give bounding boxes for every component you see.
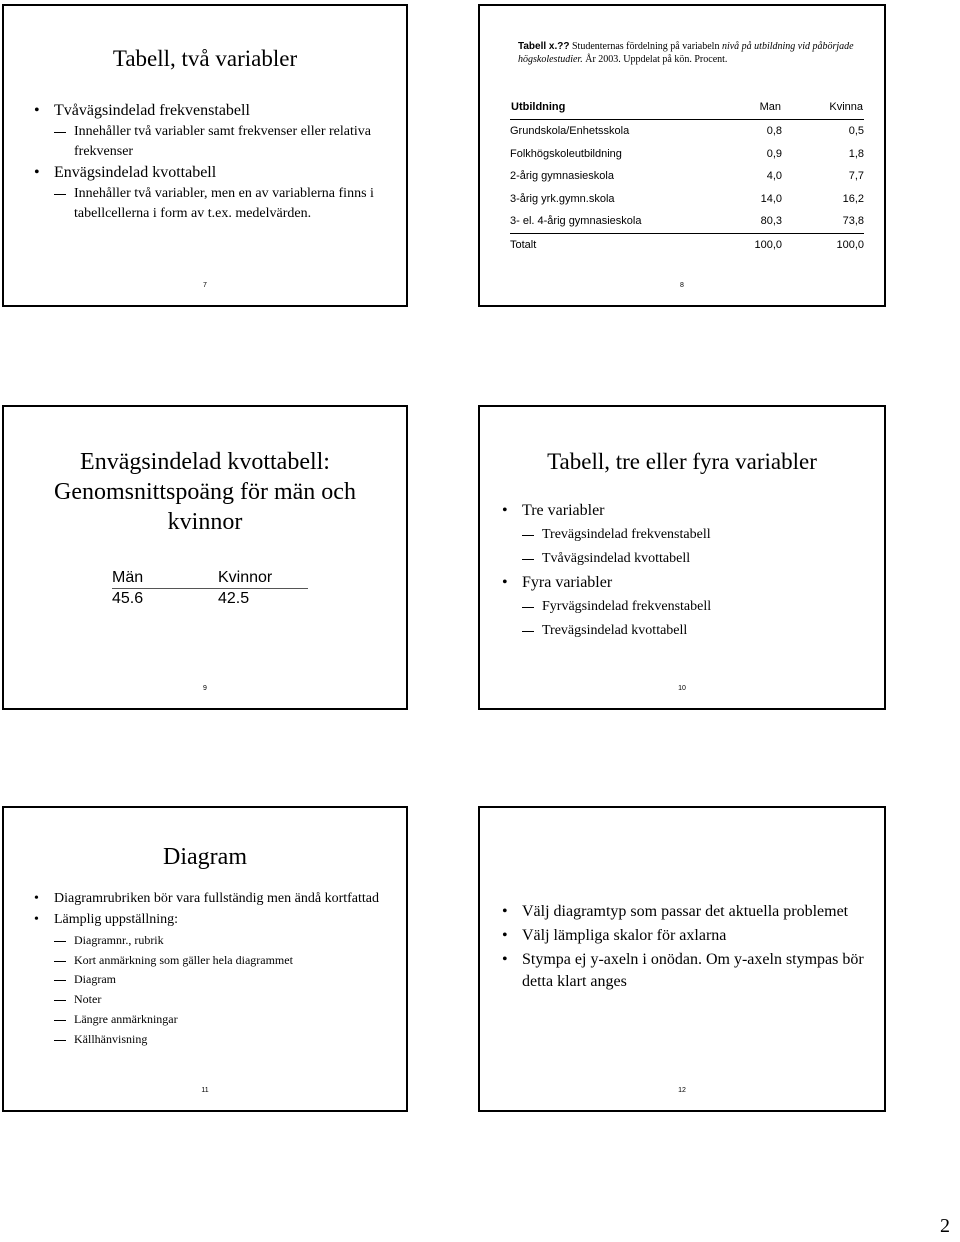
bullet-text: Tre variabler [522, 502, 605, 519]
cell: Totalt [510, 233, 710, 256]
table-row [510, 210, 864, 233]
bullet [502, 571, 868, 595]
cell: 4,0 [766, 170, 782, 183]
sub-bullet [522, 595, 868, 619]
slide-content [34, 100, 386, 224]
cell: 1,8 [848, 147, 864, 160]
caption-label: Tabell x.?? [518, 41, 570, 52]
sub-bullet [522, 619, 868, 643]
header-kvinna: Kvinna [782, 95, 864, 120]
sub-bullet [54, 184, 386, 224]
bullet [502, 901, 864, 923]
sub-bullet [54, 1010, 386, 1030]
sub-bullet [54, 970, 386, 990]
sub-bullet-text: Längre anmärkningar [74, 1011, 178, 1026]
mini-table-header [112, 568, 308, 589]
sub-bullet-text: Källhänvisning [74, 1031, 148, 1046]
sub-bullet [54, 951, 386, 971]
cell: 16,2 [842, 192, 864, 205]
sub-bullet [54, 931, 386, 951]
table-caption [518, 40, 854, 66]
slide-number: 9 [203, 685, 207, 692]
bullet-text: Tvåvägsindelad frekvenstabell [54, 102, 250, 119]
cell: 7,7 [848, 170, 864, 183]
slide-number: 11 [201, 1087, 209, 1094]
sub-bullet [522, 523, 868, 547]
slide-title: Envägsindelad kvottabell: Genomsnittspoäng för män och kvinnor [54, 449, 356, 535]
bullet-text: Envägsindelad kvottabell [54, 164, 217, 181]
sub-bullet [54, 990, 386, 1010]
header-kvinnor: Kvinnor [218, 569, 273, 586]
mini-table [112, 568, 308, 609]
sub-bullet-text: Noter [74, 992, 102, 1007]
bullet [34, 162, 386, 184]
slide-content [502, 901, 864, 995]
sub-bullet-text: Kort anmärkning som gäller hela diagrammet [74, 952, 293, 967]
slide-title: Tabell, tre eller fyra variabler [547, 449, 817, 474]
bullet-text: Välj diagramtyp som passar det aktuella problemet [522, 903, 849, 920]
slide-9 [2, 405, 408, 710]
bullet-text: Fyra variabler [522, 574, 613, 591]
slide-10 [478, 405, 886, 710]
bullet-text: Diagramrubriken bör vara fullständig men ändå kortfattad [54, 891, 379, 906]
cell: 0,5 [848, 125, 864, 138]
table-row [510, 188, 864, 211]
bullet-text: Stympa ej y-axeln i onödan. Om y-axeln stympas bör detta klart anges [522, 951, 864, 990]
sub-bullet-text: Diagramnr., rubrik [74, 933, 164, 947]
cell: 100,0 [710, 233, 782, 256]
cell: Grundskola/Enhetsskola [510, 125, 630, 138]
bullet-text: Lämplig uppställning: [54, 912, 179, 927]
bullet [34, 910, 386, 929]
header-utbildning: Utbildning [510, 95, 710, 120]
cell: 100,0 [782, 233, 864, 256]
cell: 3-årig yrk.gymn.skola [510, 192, 615, 205]
bullet [502, 949, 864, 993]
cell: 14,0 [760, 192, 782, 205]
table-row [510, 165, 864, 188]
page-number: 2 [940, 1215, 950, 1237]
slide-12 [478, 806, 886, 1112]
cell: 0,9 [766, 147, 782, 160]
sub-bullet [522, 547, 868, 571]
slide-number: 8 [680, 282, 684, 289]
bullet [34, 100, 386, 122]
caption-text: Studenternas fördelning på variabeln [569, 41, 722, 52]
caption-tail: År 2003. Uppdelat på kön. Procent. [582, 54, 728, 65]
slide-number: 7 [203, 282, 207, 289]
header-man: Man [710, 95, 782, 120]
sub-bullet-text: Diagram [74, 972, 116, 987]
cell: Folkhögskoleutbildning [510, 147, 622, 160]
value-man: 45.6 [112, 590, 144, 607]
cell: 3- el. 4-årig gymnasieskola [510, 215, 642, 228]
slide-number: 12 [678, 1087, 686, 1094]
sub-bullet [54, 1030, 386, 1050]
slide-8 [478, 4, 886, 307]
slide-content [34, 889, 386, 1049]
mini-table-row [112, 589, 308, 609]
sub-bullet-text: Trevägsindelad kvottabell [542, 623, 688, 638]
caption-italic: nivå på utbildning vid påbörjade högskolestudier. [518, 41, 854, 65]
sub-bullet-text: Tvåvägsindelad kvottabell [542, 551, 691, 566]
slide-title: Tabell, två variabler [112, 46, 298, 71]
slide-content [502, 499, 868, 643]
slide-title: Diagram [163, 844, 247, 870]
table-row [510, 120, 864, 143]
sub-bullet-text: Innehåller två variabler samt frekvenser eller relativa frekvenser [74, 124, 371, 159]
cell: 80,3 [760, 215, 782, 228]
cell: 2-årig gymnasieskola [510, 170, 614, 183]
table-header-row [510, 95, 864, 120]
sub-bullet [54, 122, 386, 162]
sub-bullet-text: Innehåller två variabler, men en av variablerna finns i tabellcellerna i form av t.ex. medelvärden. [74, 186, 374, 221]
sub-bullet-text: Fyrvägsindelad frekvenstabell [542, 599, 712, 614]
sub-bullet-text: Trevägsindelad frekvenstabell [542, 527, 711, 542]
slide-7 [2, 4, 408, 307]
bullet-text: Välj lämpliga skalor för axlarna [522, 927, 727, 944]
education-table [510, 95, 864, 256]
slide-number: 10 [678, 685, 686, 692]
header-man: Män [112, 569, 144, 586]
bullet [502, 925, 864, 947]
bullet [502, 499, 868, 523]
slide-11 [2, 806, 408, 1112]
bullet [34, 889, 386, 908]
table-row [510, 143, 864, 166]
cell: 0,8 [766, 125, 782, 138]
table-total-row [510, 233, 864, 256]
value-kvinnor: 42.5 [218, 590, 250, 607]
cell: 73,8 [842, 215, 864, 228]
